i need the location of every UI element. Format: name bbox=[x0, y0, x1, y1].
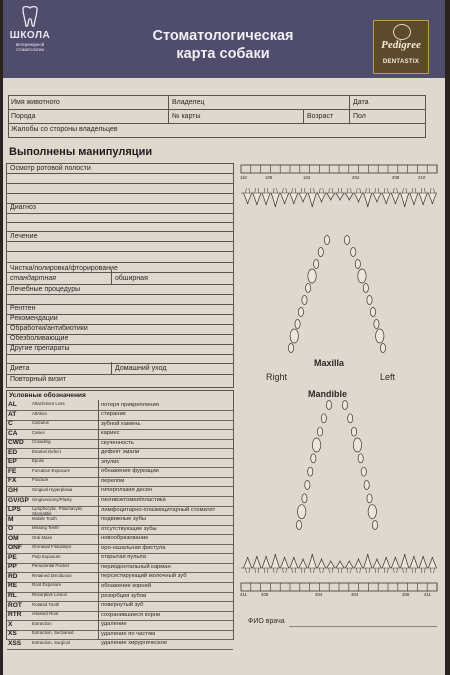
tooth-icon bbox=[297, 505, 305, 519]
legend-abbr: LPS bbox=[8, 506, 21, 514]
tooth-icon bbox=[354, 559, 362, 568]
tooth-icon bbox=[326, 401, 331, 410]
upper-tick-label: 204 bbox=[352, 175, 360, 180]
tooth-icon bbox=[271, 554, 279, 568]
legend-abbr: CA bbox=[8, 429, 18, 437]
legend-abbr: RD bbox=[8, 572, 18, 580]
legend-abbr: XSS bbox=[8, 639, 22, 647]
tooth-root-icon bbox=[375, 568, 379, 573]
legend-abbr: CWD bbox=[8, 439, 24, 447]
legend-en: Attrition bbox=[32, 410, 47, 416]
tooth-root-icon bbox=[384, 188, 388, 193]
tooth-root-icon bbox=[310, 188, 314, 193]
dental-diagram bbox=[3, 0, 445, 675]
legend-ru: потеря прикрепления bbox=[101, 401, 159, 408]
legend-abbr: FX bbox=[8, 477, 17, 485]
tooth-root-icon bbox=[292, 568, 296, 573]
tooth-icon bbox=[410, 193, 418, 205]
tooth-root-icon bbox=[356, 568, 360, 573]
tooth-icon bbox=[410, 556, 418, 568]
cleaning-label: Чистка/полировка/фторирование bbox=[10, 265, 118, 272]
legend-ru: подвижные зубы bbox=[101, 516, 147, 523]
tooth-icon bbox=[367, 494, 372, 503]
tooth-root-icon bbox=[430, 568, 434, 573]
lower-tick-label: 409 bbox=[261, 592, 269, 597]
tooth-icon bbox=[262, 556, 270, 568]
legend-ru: сохранившиеся корни bbox=[101, 611, 161, 618]
tooth-icon bbox=[290, 329, 298, 343]
legend-title: Условные обозначения bbox=[9, 392, 86, 399]
lower-tick-label: 311 bbox=[424, 592, 431, 597]
tooth-icon bbox=[351, 427, 356, 436]
legend-en: Gingivectomy/Plasty bbox=[32, 496, 72, 502]
upper-tick-label: 110 bbox=[240, 175, 247, 180]
legend-en: Extraction bbox=[32, 620, 52, 626]
tooth-icon bbox=[380, 344, 385, 353]
lower-tick-label: 404 bbox=[315, 592, 323, 597]
tooth-icon bbox=[382, 193, 390, 204]
legend-en: Periodontal Pocket bbox=[32, 563, 69, 569]
doctor-label: ФИО врача bbox=[248, 618, 285, 625]
tooth-icon bbox=[253, 556, 261, 568]
legend-ru: персистирующий молочный зуб bbox=[101, 573, 187, 580]
legend-ru: периодонтальный карман bbox=[101, 563, 171, 570]
tooth-icon bbox=[363, 284, 368, 293]
school-logo-name: ШКОЛА bbox=[9, 30, 51, 41]
tooth-icon bbox=[306, 284, 311, 293]
tooth-root-icon bbox=[301, 188, 305, 193]
tooth-icon bbox=[391, 193, 399, 204]
tooth-root-icon bbox=[329, 188, 333, 193]
age-label: Возраст bbox=[307, 113, 334, 120]
tooth-root-icon bbox=[412, 188, 416, 193]
breed-label: Порода bbox=[11, 113, 36, 120]
tooth-icon bbox=[368, 505, 376, 519]
tooth-root-icon bbox=[329, 568, 333, 573]
tooth-root-icon bbox=[393, 188, 397, 193]
extensive-option: обширная bbox=[115, 275, 148, 282]
tooth-icon bbox=[355, 260, 360, 269]
legend-ru: отсутствующие зубы bbox=[101, 525, 157, 532]
tooth-icon bbox=[364, 481, 369, 490]
tooth-icon bbox=[318, 248, 323, 257]
legend-ru: перелом bbox=[101, 477, 125, 484]
upper-teeth-row bbox=[241, 188, 437, 207]
tooth-icon bbox=[345, 561, 353, 568]
legend-ru: обнажение корней bbox=[101, 582, 152, 589]
legend-en: Oral Mass bbox=[32, 534, 53, 540]
legend-ru: удаление по частям bbox=[101, 630, 156, 637]
tooth-root-icon bbox=[412, 568, 416, 573]
school-logo-sub2: стоматологии bbox=[16, 47, 44, 52]
legend-abbr: RTR bbox=[8, 611, 22, 619]
revisit-label: Повторный визит bbox=[10, 376, 67, 383]
legend-abbr: OM bbox=[8, 534, 19, 542]
tooth-icon bbox=[361, 467, 366, 476]
legend-ru: резорбция зубов bbox=[101, 592, 147, 599]
legend-abbr: ED bbox=[8, 448, 18, 456]
tooth-root-icon bbox=[319, 568, 323, 573]
upper-tick-label: 108 bbox=[265, 175, 273, 180]
lower-tick-label: 309 bbox=[402, 592, 410, 597]
page-title-line1: Стоматологическая bbox=[152, 28, 294, 44]
recommendations-label: Рекомендации bbox=[10, 315, 58, 322]
tooth-icon bbox=[358, 454, 363, 463]
owner-label: Владелец bbox=[172, 99, 205, 106]
tooth-icon bbox=[372, 521, 377, 530]
legend-abbr: RE bbox=[8, 582, 18, 590]
legend-ru: стирание bbox=[101, 411, 126, 418]
tooth-icon bbox=[336, 561, 344, 568]
legend-en: Caries bbox=[32, 429, 45, 435]
tooth-icon bbox=[253, 193, 261, 205]
date-label: Дата bbox=[353, 99, 369, 106]
legend-ru: скученность bbox=[101, 439, 134, 446]
lower-teeth-row bbox=[241, 554, 437, 573]
legend-abbr: AT bbox=[8, 410, 17, 418]
legend-abbr: AL bbox=[8, 401, 17, 408]
tooth-icon bbox=[336, 193, 344, 200]
tooth-icon bbox=[321, 414, 326, 423]
tooth-icon bbox=[324, 236, 329, 245]
tooth-icon bbox=[271, 193, 279, 207]
legend-en: retained Root bbox=[32, 611, 59, 617]
tooth-icon bbox=[373, 193, 381, 202]
legend-en: Furcation Exposure bbox=[32, 467, 71, 473]
tooth-root-icon bbox=[282, 568, 286, 573]
page-title-line2: карта собаки bbox=[176, 46, 270, 62]
legend-en: Gingival Hyperplasia bbox=[32, 486, 73, 492]
tooth-root-icon bbox=[310, 568, 314, 573]
legend-abbr: M bbox=[8, 515, 14, 523]
tooth-icon bbox=[374, 320, 379, 329]
standard-option: стандартная bbox=[10, 275, 56, 282]
card-number-label: № карты bbox=[172, 113, 201, 120]
legend-ru: удаление bbox=[101, 621, 127, 628]
tooth-icon bbox=[327, 561, 335, 568]
tooth-root-icon bbox=[366, 188, 370, 193]
tooth-root-icon bbox=[319, 188, 323, 193]
mandible-label: Mandible bbox=[308, 389, 348, 399]
tooth-icon bbox=[308, 269, 316, 283]
tooth-root-icon bbox=[264, 188, 268, 193]
tooth-icon bbox=[358, 269, 366, 283]
tooth-icon bbox=[262, 193, 270, 205]
tooth-icon bbox=[288, 344, 293, 353]
tooth-root-icon bbox=[403, 568, 407, 573]
tooth-root-icon bbox=[246, 568, 250, 573]
tooth-root-icon bbox=[375, 188, 379, 193]
tooth-root-icon bbox=[347, 188, 351, 193]
tooth-icon bbox=[308, 554, 316, 568]
tooth-icon bbox=[305, 481, 310, 490]
diagnosis-label: Диагноз bbox=[10, 204, 36, 211]
tooth-icon bbox=[299, 559, 307, 568]
tooth-icon bbox=[317, 559, 325, 568]
diet-label: Диета bbox=[10, 365, 30, 372]
tooth-icon bbox=[280, 193, 288, 204]
tooth-root-icon bbox=[273, 568, 277, 573]
tooth-icon bbox=[419, 193, 427, 205]
tooth-root-icon bbox=[366, 568, 370, 573]
tooth-root-icon bbox=[338, 188, 342, 193]
tooth-root-icon bbox=[356, 188, 360, 193]
complaints-label: Жалобы со стороны владельцев bbox=[11, 126, 118, 133]
home-care-label: Домашний уход bbox=[115, 365, 167, 372]
tooth-icon bbox=[314, 260, 319, 269]
legend-abbr: RL bbox=[8, 592, 17, 599]
doctor-signature-line bbox=[289, 626, 437, 627]
lower-tick-label: 304 bbox=[351, 592, 359, 597]
other-drugs-label: Другие препараты bbox=[10, 345, 70, 352]
legend-abbr: XS bbox=[8, 630, 17, 638]
anesthesia-label: Обезболивающие bbox=[10, 335, 69, 342]
legend-ru: удаление хирургическое bbox=[101, 640, 168, 647]
legend-en: Pulp Exposure bbox=[32, 553, 61, 559]
legend-abbr: PP bbox=[8, 563, 17, 571]
legend-en: Retained Deciduous bbox=[32, 572, 72, 578]
tooth-root-icon bbox=[246, 188, 250, 193]
legend-ru: кариес bbox=[101, 430, 120, 437]
tooth-icon bbox=[345, 193, 353, 200]
legend-abbr: ONF bbox=[8, 544, 22, 552]
legend-en: Attachment Loss bbox=[32, 401, 65, 406]
legend-ru: эпулис bbox=[101, 458, 120, 465]
tooth-icon bbox=[311, 454, 316, 463]
tooth-root-icon bbox=[403, 188, 407, 193]
legend-ru: гингивэктомия/пластика bbox=[101, 497, 166, 503]
legend-en: Calculus bbox=[32, 420, 49, 426]
tooth-icon bbox=[317, 427, 322, 436]
legend-abbr: FE bbox=[8, 467, 17, 475]
tooth-icon bbox=[302, 296, 307, 305]
tooth-icon bbox=[391, 557, 399, 568]
tooth-icon bbox=[367, 296, 372, 305]
section-title: Выполнены манипуляции bbox=[9, 146, 153, 158]
legend-abbr: C bbox=[8, 420, 13, 428]
legend-ru: зубной камень bbox=[101, 420, 141, 427]
school-logo-sub1: ветеринарной bbox=[15, 42, 45, 47]
legend-abbr: ROT bbox=[8, 601, 22, 609]
xray-label: Рентген bbox=[10, 305, 36, 312]
tooth-icon bbox=[296, 521, 301, 530]
dental-chart-sheet bbox=[3, 0, 445, 675]
brand-product: DENTASTIX bbox=[382, 59, 420, 65]
legend-ru: повернутый зуб bbox=[101, 602, 144, 609]
legend-en: Fracture bbox=[32, 477, 49, 483]
tooth-root-icon bbox=[255, 568, 259, 573]
legend-ru: лимфоцитарно-плазмоцитарный стоматит bbox=[101, 506, 216, 513]
tooth-root-icon bbox=[347, 568, 351, 573]
legend-en: Oronasal Fistulaepo bbox=[32, 544, 72, 550]
legend-en: Resorptive Lesion bbox=[32, 592, 68, 597]
tooth-icon bbox=[401, 554, 409, 568]
tooth-icon bbox=[376, 329, 384, 343]
legend-abbr: PE bbox=[8, 553, 17, 561]
tooth-root-icon bbox=[338, 568, 342, 573]
legend-ru: новообразование bbox=[101, 535, 149, 542]
tooth-root-icon bbox=[301, 568, 305, 573]
tooth-icon bbox=[354, 193, 362, 202]
tooth-root-icon bbox=[292, 188, 296, 193]
antibiotics-label: Обработки/антибиотики bbox=[10, 325, 88, 332]
animal-name-label: Имя животного bbox=[11, 99, 60, 106]
treatment-label: Лечение bbox=[10, 233, 38, 240]
tooth-icon bbox=[243, 557, 251, 568]
left-label: Left bbox=[380, 372, 396, 382]
tooth-icon bbox=[290, 193, 298, 204]
upper-tick-label: 210 bbox=[418, 175, 426, 180]
legend-ru: гиперплазия десен bbox=[101, 487, 153, 494]
tooth-icon bbox=[428, 193, 436, 204]
legend-ru: оро-назальная фистула bbox=[101, 544, 166, 551]
legend-en: Lymphocytic, Plasmacytic, Stomatitis bbox=[32, 506, 84, 516]
tooth-icon bbox=[364, 193, 372, 207]
tooth-icon bbox=[243, 193, 251, 204]
legend-ru: дефект эмали bbox=[101, 449, 140, 456]
tooth-icon bbox=[290, 557, 298, 568]
tooth-root-icon bbox=[421, 568, 425, 573]
tooth-icon bbox=[317, 193, 325, 202]
tooth-icon bbox=[295, 320, 300, 329]
legend-abbr: EP bbox=[8, 458, 17, 466]
oral-exam-label: Осмотр ротовой полости bbox=[10, 165, 91, 172]
right-label: Right bbox=[266, 372, 288, 382]
brand-name: Pedigree bbox=[381, 39, 421, 51]
legend-en: Mobile Tooth bbox=[32, 515, 57, 521]
legend-en: Missing Teeth bbox=[32, 525, 59, 531]
tooth-icon bbox=[280, 557, 288, 568]
maxilla-arch bbox=[288, 236, 385, 353]
tooth-root-icon bbox=[384, 568, 388, 573]
tooth-icon bbox=[342, 401, 347, 410]
tooth-icon bbox=[302, 494, 307, 503]
mandible-arch bbox=[296, 401, 377, 530]
tooth-icon bbox=[353, 438, 361, 452]
tooth-icon bbox=[308, 467, 313, 476]
legend-ru: обнажение фуркации bbox=[101, 468, 159, 475]
tooth-root-icon bbox=[393, 568, 397, 573]
tooth-icon bbox=[370, 308, 375, 317]
tooth-icon bbox=[344, 236, 349, 245]
tooth-icon bbox=[364, 554, 372, 568]
tooth-icon bbox=[419, 556, 427, 568]
maxilla-label: Maxilla bbox=[314, 358, 345, 368]
tooth-icon bbox=[312, 438, 320, 452]
upper-tick-label: 104 bbox=[303, 175, 311, 180]
legend-en: Rotated Tooth bbox=[32, 601, 60, 607]
tooth-icon bbox=[327, 193, 335, 200]
legend-abbr: GH bbox=[8, 486, 18, 494]
tooth-icon bbox=[401, 193, 409, 207]
tooth-icon bbox=[373, 559, 381, 568]
legend-abbr: GV/GP bbox=[8, 496, 29, 504]
legend-en: Extraction, Sectioned bbox=[32, 630, 74, 636]
tooth-icon bbox=[298, 308, 303, 317]
legend-en: Crowding bbox=[32, 439, 51, 445]
tooth-icon bbox=[348, 414, 353, 423]
legend-en: Extraction, Surgical bbox=[32, 639, 70, 645]
tooth-root-icon bbox=[430, 188, 434, 193]
tooth-root-icon bbox=[282, 188, 286, 193]
lower-tick-label: 411 bbox=[240, 592, 247, 597]
upper-tick-label: 208 bbox=[392, 175, 400, 180]
tooth-root-icon bbox=[273, 188, 277, 193]
legend-ru: открытая пульпа bbox=[101, 554, 146, 561]
legend-en: Enamel Defect bbox=[32, 448, 61, 454]
legend-abbr: O bbox=[8, 525, 14, 533]
legend-abbr: X bbox=[8, 620, 13, 628]
tooth-icon bbox=[308, 193, 316, 207]
tooth-root-icon bbox=[421, 188, 425, 193]
tooth-root-icon bbox=[255, 188, 259, 193]
medical-procedures-label: Лечебные процедуры bbox=[10, 286, 81, 293]
tooth-root-icon bbox=[264, 568, 268, 573]
tooth-icon bbox=[428, 557, 436, 568]
tooth-icon bbox=[351, 248, 356, 257]
tooth-icon bbox=[382, 557, 390, 568]
legend-en: Epulis bbox=[32, 458, 44, 464]
legend-en: Root Exposure bbox=[32, 582, 62, 588]
tooth-icon bbox=[299, 193, 307, 202]
sex-label: Пол bbox=[353, 113, 366, 120]
